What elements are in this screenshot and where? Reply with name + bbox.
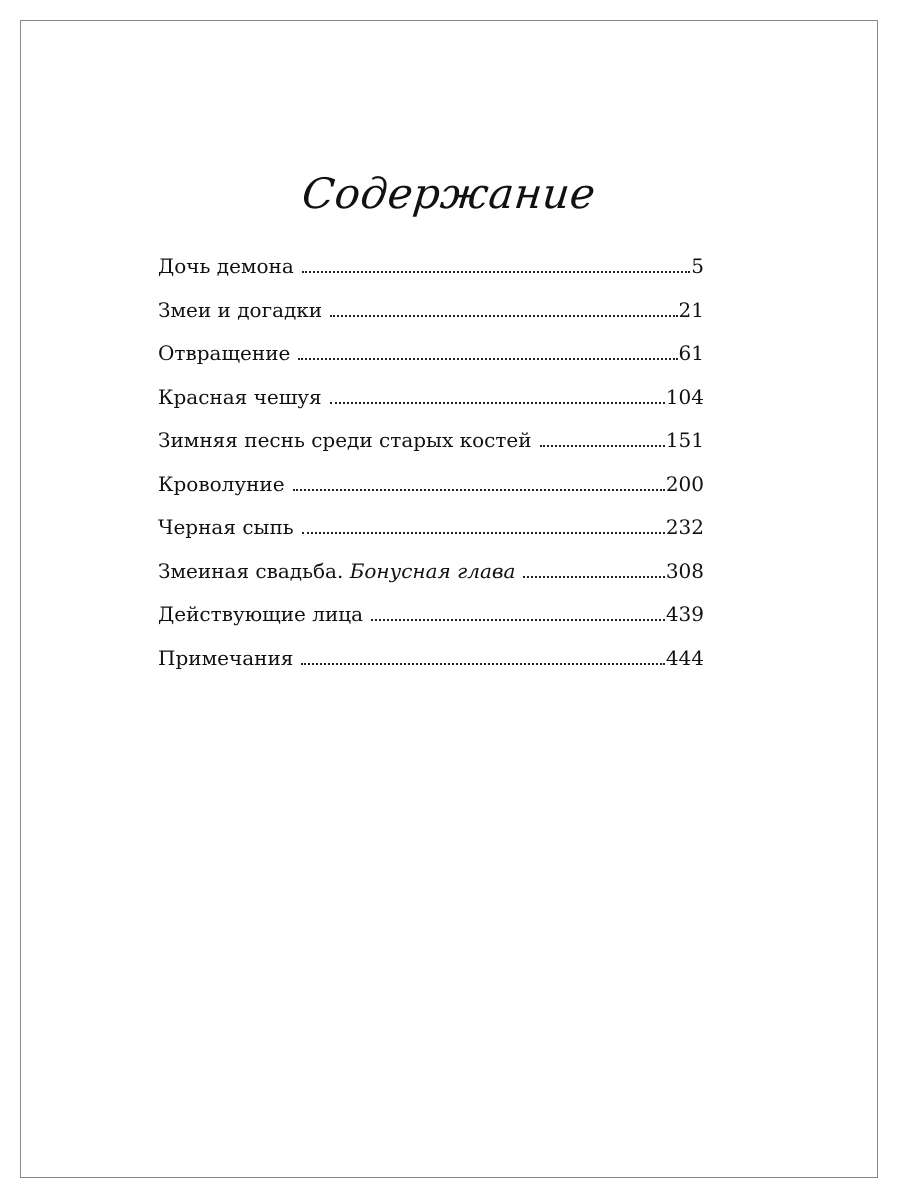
toc-leader-dots bbox=[371, 619, 665, 621]
toc-entry[interactable] bbox=[158, 298, 704, 342]
toc-entry[interactable] bbox=[158, 341, 704, 385]
book-page bbox=[20, 20, 878, 1178]
table-of-contents bbox=[158, 254, 704, 689]
toc-leader-dots bbox=[298, 358, 677, 360]
toc-entry[interactable] bbox=[158, 385, 704, 429]
toc-entry-page: 439 bbox=[665, 602, 704, 626]
toc-entry-label: Змеи и догадки bbox=[158, 297, 323, 322]
toc-leader-dots bbox=[330, 402, 665, 404]
toc-entry-page: 444 bbox=[665, 645, 704, 670]
toc-entry-label: Дочь демона bbox=[158, 254, 294, 278]
toc-entry-page: 61 bbox=[678, 341, 704, 365]
toc-entry-page: 5 bbox=[691, 254, 704, 278]
toc-entry-label: Черная сыпь bbox=[158, 515, 294, 539]
toc-entry-label: Красная чешуя bbox=[158, 384, 322, 409]
toc-entry-label: Змеиная свадьба. Бонусная глава bbox=[158, 558, 516, 583]
toc-entry-label: Отвращение bbox=[158, 341, 291, 365]
toc-entry[interactable] bbox=[158, 559, 704, 603]
toc-entry-page: 104 bbox=[665, 384, 704, 409]
toc-entry-label: Действующие лица bbox=[158, 602, 364, 626]
toc-entry[interactable] bbox=[158, 602, 704, 646]
toc-entry-page: 151 bbox=[665, 428, 704, 452]
toc-entry[interactable] bbox=[158, 646, 704, 690]
toc-leader-dots bbox=[540, 445, 665, 447]
toc-leader-dots bbox=[302, 532, 665, 534]
toc-entry[interactable] bbox=[158, 515, 704, 559]
toc-entry-label: Зимняя песнь среди старых костей bbox=[158, 428, 532, 452]
toc-entry-page: 232 bbox=[665, 515, 704, 539]
toc-entry-label: Кроволуние bbox=[158, 471, 285, 496]
toc-leader-dots bbox=[293, 489, 665, 491]
toc-entry[interactable] bbox=[158, 254, 704, 298]
toc-entry-label: Примечания bbox=[158, 645, 294, 670]
toc-leader-dots bbox=[301, 663, 664, 665]
page-title: Содержание bbox=[299, 169, 599, 218]
toc-entry-page: 308 bbox=[665, 558, 704, 583]
toc-leader-dots bbox=[302, 271, 690, 273]
toc-entry-page: 21 bbox=[678, 297, 704, 322]
toc-entry[interactable] bbox=[158, 472, 704, 516]
toc-entry-page: 200 bbox=[665, 471, 704, 496]
toc-leader-dots bbox=[523, 576, 664, 578]
toc-entry[interactable] bbox=[158, 428, 704, 472]
toc-leader-dots bbox=[330, 315, 677, 317]
